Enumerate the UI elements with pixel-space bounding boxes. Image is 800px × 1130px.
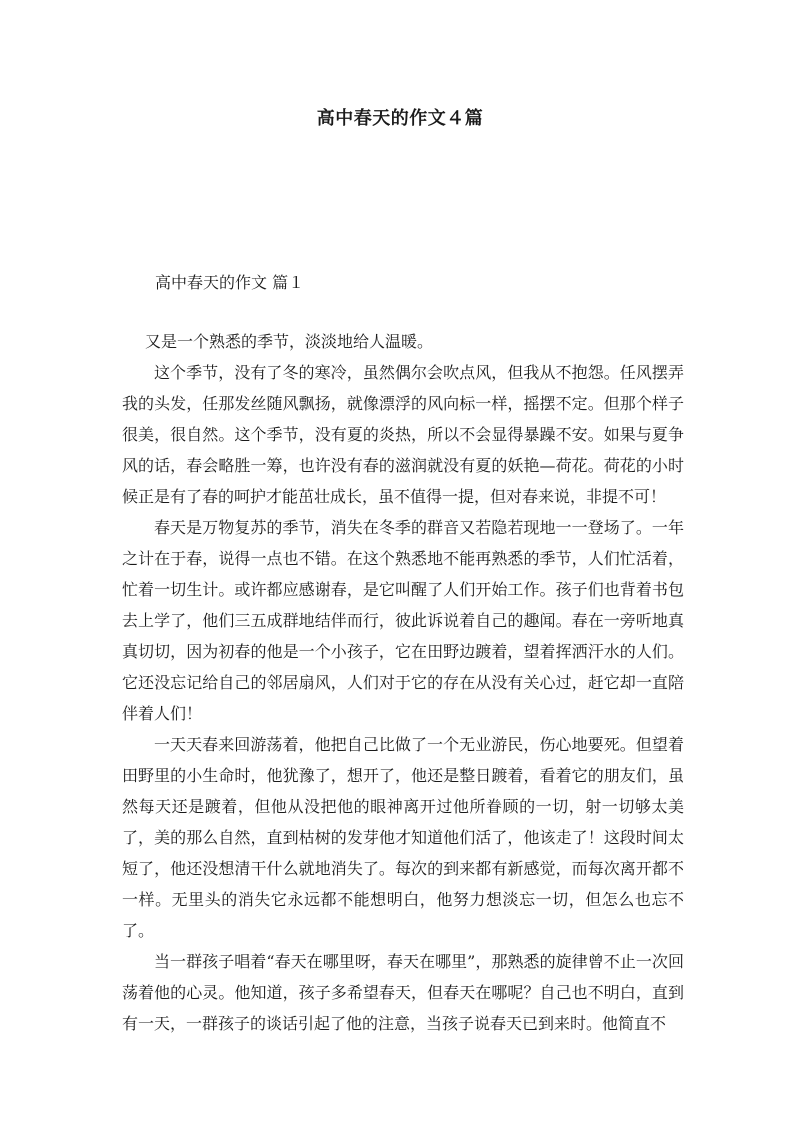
document-title: 高中春天的作文４篇 — [316, 108, 484, 129]
section-heading: 高中春天的作文 篇１ — [155, 273, 305, 292]
paragraph: 一天天春来回游荡着，他把自己比做了一个无业游民，伤心地要死。但望着田野里的小生命时，他犹豫了，想开了，他还是整日踱着，看着它的朋友们，虽然每天还是踱着，但他从没把他的眼神离开过他所眷顾的一切，射一切够太美了，美的那么自然，直到枯树的发芽他才知道他们活了，他该走了！这段时间太短了，他还没想清干什么就地消失了。每次的到来都有新感觉，而每次离开都不一样。无里头的消失它永远都不能想明白，他努力想淡忘一切，但怎么也忘不了。 — [122, 735, 684, 940]
paragraph: 这个季节，没有了冬的寒冷，虽然偶尔会吹点风，但我从不抱怨。任风摆弄我的头发，任那发丝随风飘扬，就像漂浮的风向标一样，摇摆不定。但那个样子很美，很自然。这个季节，没有夏的炎热，所以不会显得暴躁不安。如果与夏争风的话，春会略胜一筹，也许没有春的滋润就没有夏的妖艳—荷花。荷花的小时候正是有了春的呵护才能茁壮成长，虽不值得一提，但对春来说，非提不可！ — [122, 363, 684, 506]
paragraph: 春天是万物复苏的季节，消失在冬季的群音又若隐若现地一一登场了。一年之计在于春，说得一点也不错。在这个熟悉地不能再熟悉的季节，人们忙活着，忙着一切生计。或许都应感谢春，是它叫醒了人们开始工作。孩子们也背着书包去上学了，他们三五成群地结伴而行，彼此诉说着自己的趣闻。春在一旁听地真真切切，因为初春的他是一个小孩子，它在田野边踱着，望着挥洒汗水的人们。它还没忘记给自己的邻居扇风，人们对于它的存在从没有关心过，赶它却一直陪伴着人们！ — [122, 518, 684, 723]
article-body — [122, 326, 684, 1039]
paragraph: 又是一个熟悉的季节，淡淡地给人温暖。 — [145, 332, 434, 351]
paragraph: 当一群孩子唱着“春天在哪里呀，春天在哪里”，那熟悉的旋律曾不止一次回荡着他的心灵。他知道，孩子多希望春天，但春天在哪呢？自己也不明白，直到有一天，一群孩子的谈话引起了他的注意，当孩子说春天已到来时。他简直不 — [122, 952, 684, 1033]
